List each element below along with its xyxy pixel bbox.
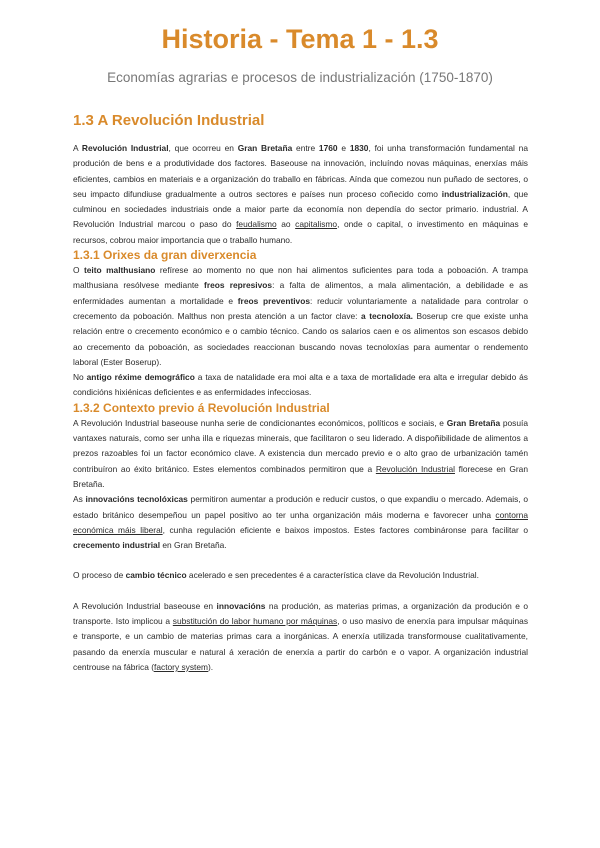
text-run: , cunha regulación eficiente e baixos impostos. Estes factores combináronse para facilitar o [162,524,529,535]
text-run: ao [276,219,296,230]
text-run: A Revolución Industrial baseouse nunha serie de condicionantes económicos, políticos e sociais, e [73,417,447,428]
underlined-term: contorna económica máis liberal [73,509,528,535]
underlined-term: substitución do labor humano por máquinas [172,616,338,627]
text-run: O proceso de [73,570,126,581]
bold-term: innovacións tecnolóxicas [85,494,188,505]
bold-term: innovacións [216,600,266,611]
subsection-heading-origins: 1.3.1 Orixes da gran diverxencia [73,248,257,263]
bold-term: Gran Bretaña [446,417,501,428]
text-run: , que culminou en sociedades industriais onde a maior parte da economía non dependía do sector primario. industrial. A Revolución Industrial marcou o paso do [73,188,528,230]
text-run: A [73,143,82,153]
technical-change-paragraph [73,568,528,583]
demographic-paragraph [73,370,528,401]
underlined-term: feudalismo [236,219,277,230]
text-run: O [73,265,84,276]
text-run: As [73,494,86,505]
text-run: a taxa de natalidade era moi alta e a taxa de mortalidade era alta e irregular debido ás condicións hixiénicas deficientes e as enfermidades infecciosas. [73,372,528,398]
page-subtitle: Economías agrarias e procesos de industrialización (1750-1870) [107,70,493,85]
text-run: en Gran Bretaña. [160,540,227,551]
intro-paragraph [73,141,528,248]
text-run: permitiron aumentar a produción e reducir custos, o que expandiu o mercado. Ademais, o estado británico desempeñou un papel positivo ao ter unha organización máis moderna e favorecer unha [73,494,528,520]
document-body [73,112,528,675]
text-run: acelerado e sen precedentes é a característica clave da Revolución Industrial. [186,570,479,581]
text-run: A Revolución Industrial baseouse en [73,600,217,611]
text-run: : a falta de alimentos, a mala alimentación, a debilidade e as enfermidades aumentan a mortalidade e [73,280,528,306]
text-run: , onde o capital, o investimento en máquinas e recursos, cobrou maior importancia que o traballo humano. [73,219,528,245]
bold-term: freos preventivos [237,295,310,306]
page-title: Historia - Tema 1 - 1.3 [161,24,439,54]
bold-term: Revolución Industrial [81,143,169,153]
text-run: ). [208,661,214,672]
bold-term: Gran Bretaña [237,143,293,153]
bold-term: industrialización [441,188,508,199]
bold-term: 1760 [318,143,338,153]
innovations-paragraph [73,492,528,553]
underlined-term: capitalismo [295,219,338,230]
text-run: na produción, as materias primas, a organización da produción e o transporte. Isto implicou a [73,600,529,627]
text-run: Boserup cre que existe unha relación entre o crecemento económico e o cambio técnico. Cando os salarios caen e os alimentos son escasos debido ao crecemento da poboación, as sociedades reaccionan buscando novas tecnoloxías para aumentar o rendemento laboral (Ester Boserup). [73,310,528,367]
context-paragraph [73,416,528,492]
text-run: refírese ao momento no que non hai alimentos suficientes para toda a poboación. A trampa malthusiana resólvese mediante [73,265,528,291]
section-heading: 1.3 A Revolución Industrial [73,112,265,129]
text-run: posuía vantaxes naturais, como ser unha illa e riquezas minerais, que facilitaron o seu liderado. A dispoñibilidade de alimentos a prezos razoables foi un factor económico clave. A existencia dun mercado previo e o alto grao de urbanización tamén contribuíron ao éxito británico. Estes elementos combinados permitiron que a [73,417,528,474]
bold-term: freos represivos [204,280,273,291]
underlined-term: Revolución Industrial [375,463,455,474]
text-run: , o uso masivo de enerxía para impulsar máquinas e transporte, e un cambio de materias primas cara a inorgánicas. A enerxía utilizada transformouse cualitativamente, pasando da enerxía muscular e natural á xeración de enerxía a partir do carbón e o vapor. A organización industrial centrouse na fábrica ( [73,616,529,672]
text-run: e [337,143,350,153]
production-paragraph [73,599,528,675]
text-run: : reducir voluntariamente a natalidade para controlar o crecemento da poboación. Malthus non presta atención a un factor clave: [73,295,528,321]
bold-term: antigo réxime demográfico [86,372,195,383]
underlined-term: factory system [154,661,208,672]
malthus-paragraph [73,263,528,370]
bold-term: a tecnoloxía. [361,310,413,321]
text-run: No [73,372,87,383]
text-run: entre [292,143,319,153]
text-run: florecese en Gran Bretaña. [73,463,528,489]
subsection-heading-context: 1.3.2 Contexto previo á Revolución Industrial [73,400,330,415]
text-run: , foi unha transformación fundamental na produción de bens e a produtividade dos factores. Baseouse na innovación, incluíndo novas máquinas, enerxías máis eficientes, cambios en materiais e a organización do traballo en fábricas. Aínda que comezou nun puñado de sectores, o seu impacto difundiuse gradualmente a outros sectores e países nun proceso coñecido como [73,143,529,199]
bold-term: cambio técnico [125,570,187,581]
text-run: , que ocorreu en [168,143,238,153]
bold-term: teito malthusiano [83,265,156,276]
bold-term: 1830 [349,143,369,153]
bold-term: crecemento industrial [73,540,161,551]
